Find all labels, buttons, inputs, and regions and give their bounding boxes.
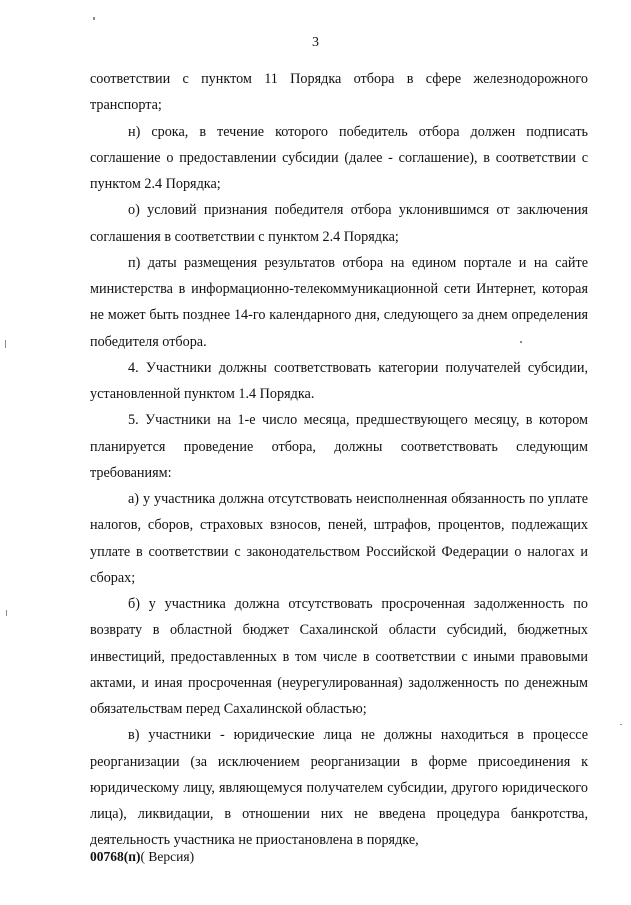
document-code: 00768(п) <box>90 849 141 864</box>
paragraph-clause-5: 5. Участники на 1-е число месяца, предшествующего месяцу, в котором планируется проведение отбора, должны соответствовать следующим требованиям: <box>90 412 588 481</box>
paragraph-clause-4: 4. Участники должны соответствовать категории получателей субсидии, установленной пунктом 1.4 Порядка. <box>90 359 588 402</box>
paragraph-requirement-a: а) у участника должна отсутствовать неисполненная обязанность по уплате налогов, сборов, страховых взносов, пеней, штрафов, процентов, подлежащих уплате в соответствии с законодательством Российской Федерации о налогах и сборах; <box>90 491 588 586</box>
paragraph-item-n: н) срока, в течение которого победитель отбора должен подписать соглашение о предоставлении субсидии (далее - соглашение), в соответствии с пунктом 2.4 Порядка; <box>90 123 588 192</box>
paragraph-continuation: соответствии с пунктом 11 Порядка отбора в сфере железнодорожного транспорта; <box>90 71 588 114</box>
page-number: 3 <box>312 35 319 50</box>
scan-speck <box>620 724 622 725</box>
document-footer <box>90 849 194 865</box>
paragraph-item-o: о) условий признания победителя отбора уклонившимся от заключения соглашения в соответствии с пунктом 2.4 Порядка; <box>90 202 588 245</box>
scan-speck <box>6 610 7 616</box>
document-version: ( Версия) <box>140 849 195 864</box>
scan-speck <box>520 341 522 343</box>
scan-speck <box>5 340 6 348</box>
paragraph-requirement-b: б) у участника должна отсутствовать просроченная задолженность по возврату в областной бюджет Сахалинской области субсидий, бюджетных инвестиций, предоставленных в том числе в соответствии с иными правовыми актами, и иная просроченная (неурегулированная) задолженность по денежным обязательствам перед Сахалинской областью; <box>90 596 588 717</box>
scan-speck <box>93 17 95 20</box>
document-body <box>90 66 588 854</box>
paragraph-requirement-v: в) участники - юридические лица не должны находиться в процессе реорганизации (за исключением реорганизации в форме присоединения к юридическому лицу, являющемуся получателем субсидии, другого юридического лица), ликвидации, в отношении них не введена процедура банкротства, деятельность участника не приостановлена в порядке, <box>90 727 588 849</box>
paragraph-item-p: п) даты размещения результатов отбора на едином портале и на сайте министерства в информационно-телекоммуникационной сети Интернет, которая не может быть позднее 14-го календарного дня, следующего за днем определения победителя отбора. <box>90 254 588 350</box>
